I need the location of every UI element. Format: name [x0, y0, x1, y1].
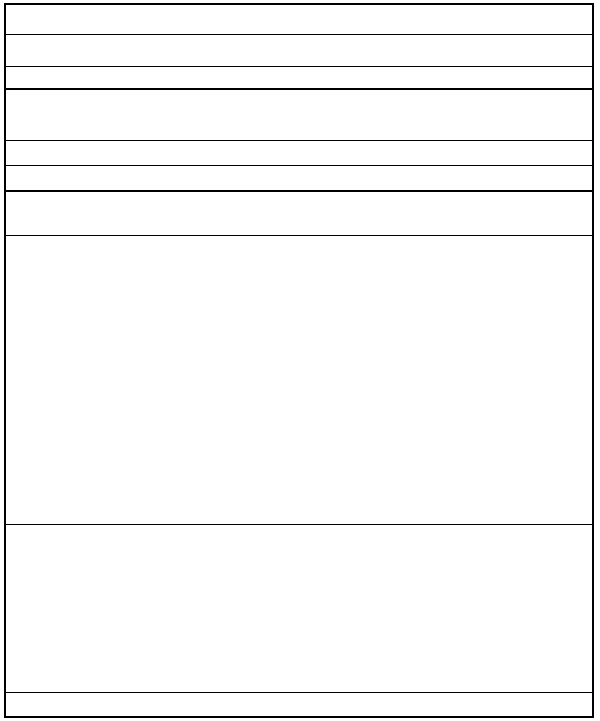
label-title [6, 5, 592, 34]
fat-energy-row [6, 166, 592, 192]
fat-energy-kj-value [306, 166, 358, 190]
serving-size-row [6, 35, 592, 67]
title-row [6, 5, 592, 35]
footnote-row-1 [6, 669, 592, 693]
footnote-row-2 [6, 693, 592, 716]
energy-row [6, 141, 592, 166]
energy-kj-value [306, 141, 358, 165]
daily-value-header-row [6, 213, 592, 236]
fat-energy-kcal-value [466, 166, 518, 190]
per-serving-header-row [6, 118, 592, 141]
vitamins-header-row [6, 502, 592, 525]
servings-count-row [6, 67, 592, 90]
nutrition-facts-label [4, 3, 594, 718]
energy-kcal-value [466, 141, 518, 165]
